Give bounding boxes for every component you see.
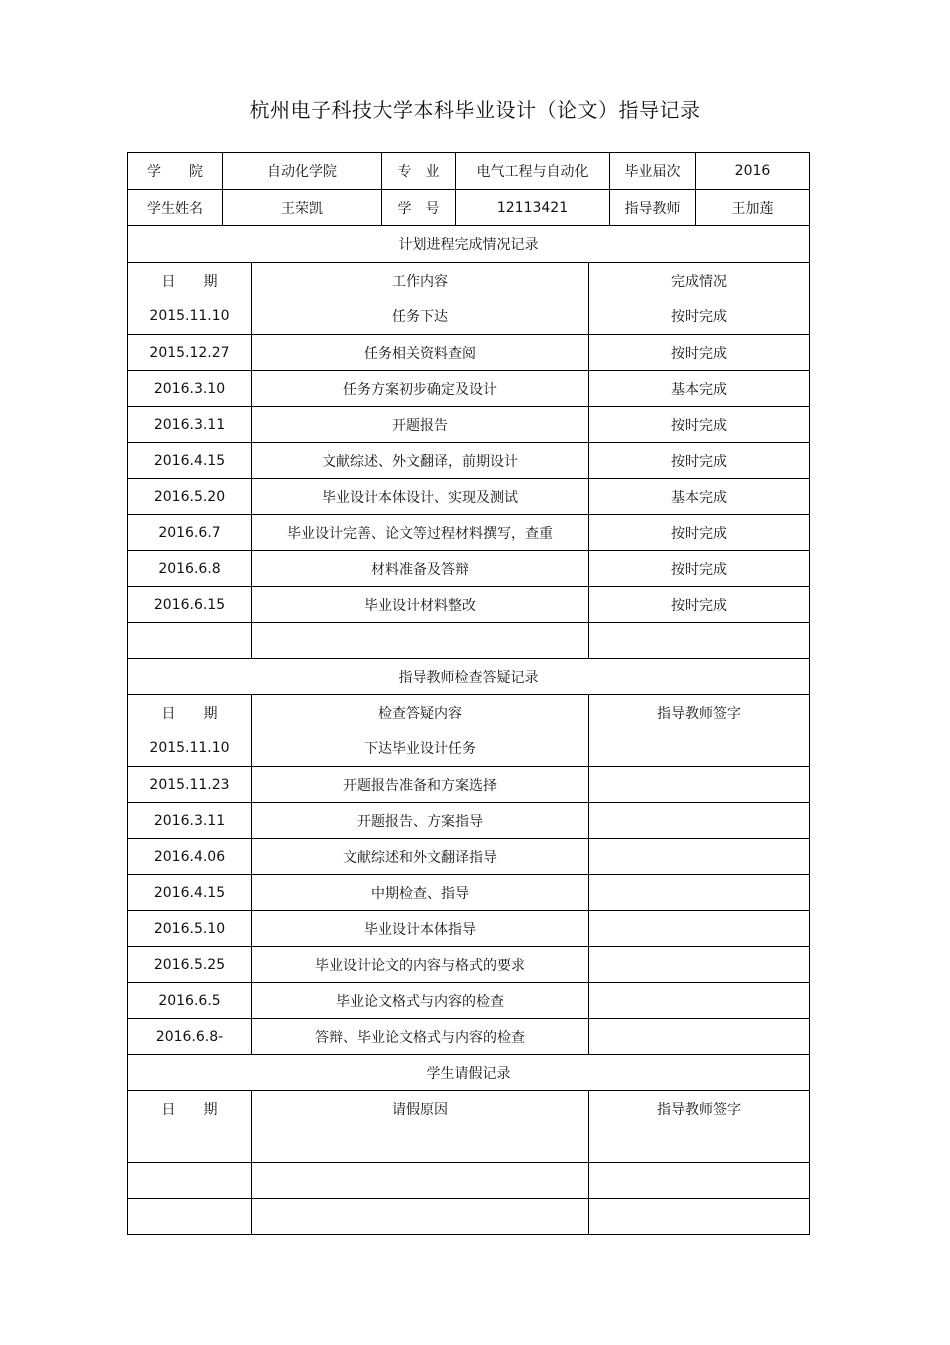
plan-rows <box>128 298 809 658</box>
row-guidance-content: 毕业设计本体指导 <box>251 911 588 946</box>
row-completion-status: 基本完成 <box>588 479 809 514</box>
row-advisor-signature <box>588 767 809 802</box>
label-major: 专 业 <box>381 153 455 189</box>
table-row <box>128 298 809 334</box>
value-major: 电气工程与自动化 <box>455 153 609 189</box>
row-date: 2016.6.8 <box>158 560 221 577</box>
table-row <box>128 478 809 514</box>
plan-section-title: 计划进程完成情况记录 <box>398 237 539 253</box>
row-work-content: 毕业设计材料整改 <box>251 587 588 622</box>
row-advisor-signature <box>588 803 809 838</box>
table-row <box>128 1198 809 1234</box>
value-graduation-year: 2016 <box>695 153 809 189</box>
label-student-id: 学 号 <box>381 190 455 225</box>
guidance-header-signature: 指导教师签字 <box>588 695 809 730</box>
table-row <box>128 406 809 442</box>
row-advisor-signature <box>588 1019 809 1054</box>
guidance-record-table <box>127 152 810 1235</box>
row-date: 2016.6.8- <box>155 1028 224 1045</box>
plan-header-date: 日 期 <box>161 273 218 290</box>
row-date <box>128 1199 251 1234</box>
row-work-content: 任务相关资料查阅 <box>251 335 588 370</box>
row-completion-status: 按时完成 <box>588 551 809 586</box>
plan-section-title-row <box>128 225 809 262</box>
row-guidance-content: 开题报告准备和方案选择 <box>251 767 588 802</box>
row-completion-status: 按时完成 <box>588 587 809 622</box>
table-row <box>128 982 809 1018</box>
page-title: 杭州电子科技大学本科毕业设计（论文）指导记录 <box>249 98 701 122</box>
row-date: 2015.11.23 <box>149 776 230 793</box>
row-advisor-signature <box>588 730 809 766</box>
guidance-section-title-row <box>128 658 809 694</box>
row-date: 2016.3.11 <box>153 416 226 433</box>
guidance-header-date: 日 期 <box>161 705 218 722</box>
leave-header-reason: 请假原因 <box>251 1091 588 1126</box>
row-date: 2015.12.27 <box>149 344 230 361</box>
label-student-name: 学生姓名 <box>147 200 203 217</box>
label-graduation-year: 毕业届次 <box>609 153 695 189</box>
row-completion-status: 按时完成 <box>588 335 809 370</box>
row-work-content: 材料准备及答辩 <box>251 551 588 586</box>
row-guidance-content: 毕业论文格式与内容的检查 <box>251 983 588 1018</box>
leave-header-row <box>128 1090 809 1126</box>
table-row <box>128 622 809 658</box>
row-date: 2016.6.5 <box>158 992 221 1009</box>
row-advisor-signature <box>588 947 809 982</box>
table-row <box>128 730 809 766</box>
table-row <box>128 802 809 838</box>
table-row <box>128 1018 809 1054</box>
leave-section-title: 学生请假记录 <box>426 1065 511 1082</box>
row-completion-status: 基本完成 <box>588 371 809 406</box>
row-date <box>128 1126 251 1162</box>
row-guidance-content: 中期检查、指导 <box>251 875 588 910</box>
row-work-content: 毕业设计本体设计、实现及测试 <box>251 479 588 514</box>
row-guidance-content: 毕业设计论文的内容与格式的要求 <box>251 947 588 982</box>
row-date: 2016.4.15 <box>153 452 226 469</box>
value-college: 自动化学院 <box>222 153 381 189</box>
table-row <box>128 514 809 550</box>
row-completion-status: 按时完成 <box>588 443 809 478</box>
table-row <box>128 370 809 406</box>
row-guidance-content: 答辩、毕业论文格式与内容的检查 <box>251 1019 588 1054</box>
leave-header-date: 日 期 <box>161 1101 218 1118</box>
row-guidance-content: 下达毕业设计任务 <box>251 730 588 766</box>
leave-rows <box>128 1126 809 1234</box>
row-advisor-signature <box>588 839 809 874</box>
table-row <box>128 874 809 910</box>
value-advisor: 王加莲 <box>695 190 809 225</box>
row-date: 2015.11.10 <box>149 308 230 324</box>
row-completion-status: 按时完成 <box>588 298 809 334</box>
guidance-rows <box>128 730 809 1054</box>
row-date: 2015.11.10 <box>149 740 230 756</box>
table-row <box>128 946 809 982</box>
row-advisor-signature <box>588 1163 809 1198</box>
row-work-content: 文献综述、外文翻译，前期设计 <box>251 443 588 478</box>
table-row <box>128 334 809 370</box>
row-date: 2016.5.25 <box>153 956 226 973</box>
label-college: 学 院 <box>147 164 203 180</box>
row-date: 2016.5.20 <box>153 488 226 505</box>
plan-header-row <box>128 262 809 298</box>
row-date <box>128 623 251 658</box>
row-work-content <box>251 623 588 658</box>
row-date: 2016.5.10 <box>153 920 226 937</box>
guidance-header-content: 检查答疑内容 <box>251 695 588 730</box>
label-advisor: 指导教师 <box>609 190 695 225</box>
row-completion-status: 按时完成 <box>588 515 809 550</box>
table-row <box>128 586 809 622</box>
leave-section-title-row <box>128 1054 809 1090</box>
row-date: 2016.3.11 <box>153 812 226 829</box>
row-leave-reason <box>251 1126 588 1162</box>
row-work-content: 任务方案初步确定及设计 <box>251 371 588 406</box>
leave-header-signature: 指导教师签字 <box>588 1091 809 1126</box>
table-row <box>128 766 809 802</box>
guidance-section-title: 指导教师检查答疑记录 <box>398 669 539 686</box>
row-work-content: 任务下达 <box>251 298 588 334</box>
table-row <box>128 838 809 874</box>
row-work-content: 开题报告 <box>251 407 588 442</box>
row-leave-reason <box>251 1199 588 1234</box>
row-advisor-signature <box>588 1126 809 1162</box>
table-row <box>128 1126 809 1162</box>
row-date: 2016.4.06 <box>153 848 226 865</box>
row-guidance-content: 文献综述和外文翻译指导 <box>251 839 588 874</box>
row-work-content: 毕业设计完善、论文等过程材料撰写，查重 <box>251 515 588 550</box>
info-row-1 <box>128 153 809 189</box>
row-leave-reason <box>251 1163 588 1198</box>
guidance-header-row <box>128 694 809 730</box>
row-completion-status <box>588 623 809 658</box>
info-row-2 <box>128 189 809 225</box>
row-guidance-content: 开题报告、方案指导 <box>251 803 588 838</box>
row-advisor-signature <box>588 911 809 946</box>
row-advisor-signature <box>588 983 809 1018</box>
plan-header-content: 工作内容 <box>251 263 588 298</box>
row-date: 2016.6.15 <box>153 596 226 613</box>
table-row <box>128 1162 809 1198</box>
row-date: 2016.6.7 <box>158 524 221 541</box>
row-advisor-signature <box>588 875 809 910</box>
row-completion-status: 按时完成 <box>588 407 809 442</box>
value-student-name: 王荣凯 <box>222 190 381 225</box>
row-date: 2016.4.15 <box>153 884 226 901</box>
row-date: 2016.3.10 <box>153 380 226 397</box>
table-row <box>128 550 809 586</box>
table-row <box>128 442 809 478</box>
table-row <box>128 910 809 946</box>
value-student-id: 12113421 <box>455 190 609 225</box>
plan-header-status: 完成情况 <box>588 263 809 298</box>
row-date <box>128 1163 251 1198</box>
row-advisor-signature <box>588 1199 809 1234</box>
